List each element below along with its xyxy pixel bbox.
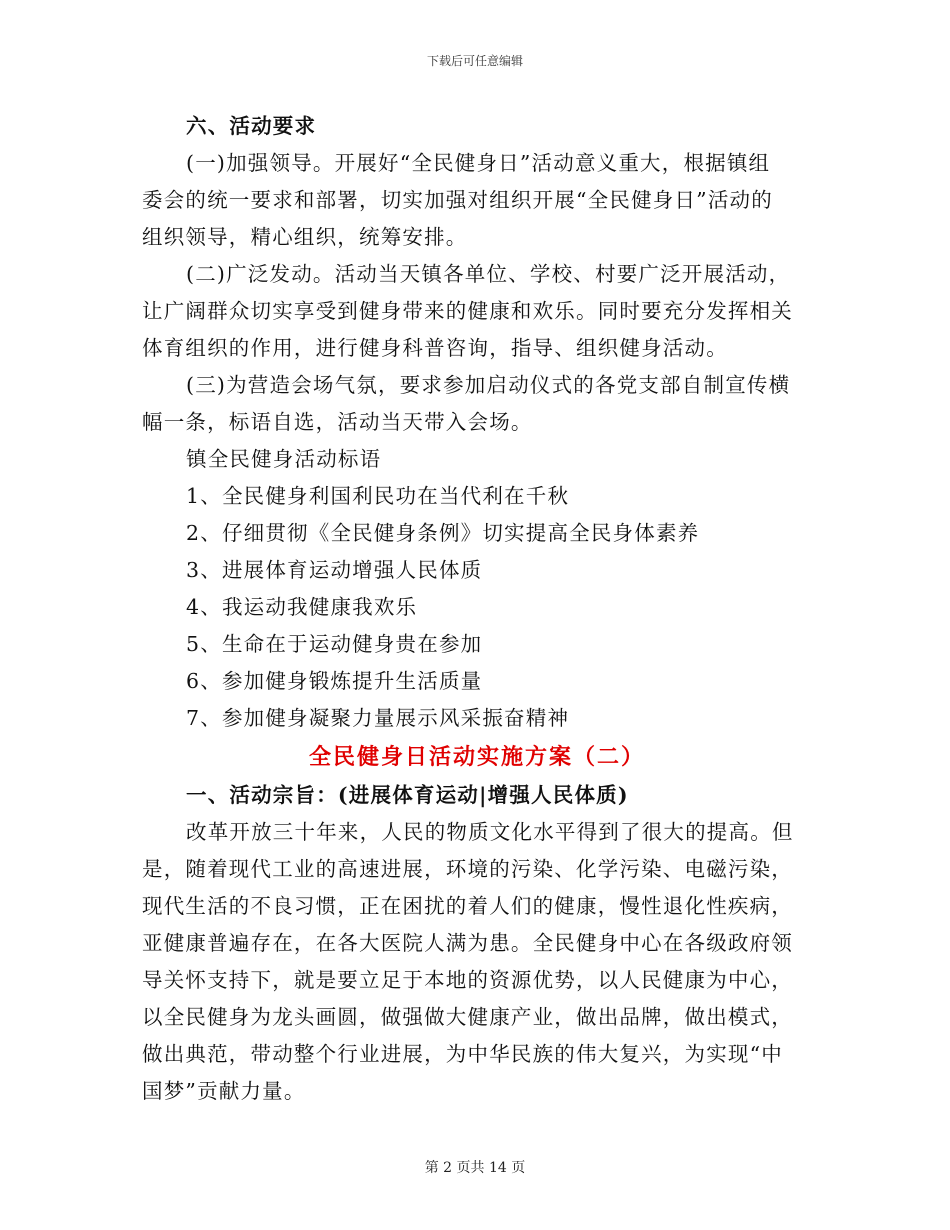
paragraph-line: (三)为营造会场气氛，要求参加启动仪式的各党支部自制宣传横	[186, 373, 791, 397]
paragraph-line: 体育组织的作用，进行健身科普咨询，指导、组织健身活动。	[142, 336, 728, 360]
paragraph-line: 让广阔群众切实享受到健身带来的健康和欢乐。同时要充分发挥相关	[142, 299, 793, 323]
section-heading: 一、活动宗旨：(进展体育运动|增强人民体质)	[186, 783, 629, 807]
slogan-item: 1、全民健身利国利民功在当代利在千秋	[186, 484, 570, 508]
slogan-item: 7、参加健身凝聚力量展示风采振奋精神	[186, 706, 570, 730]
section-heading: 六、活动要求	[186, 114, 317, 138]
paragraph-line: 现代生活的不良习惯，正在困扰的着人们的健康，慢性退化性疾病，	[142, 894, 793, 918]
slogan-item: 2、仔细贯彻《全民健身条例》切实提高全民身体素养	[186, 521, 700, 545]
paragraph-line: 导关怀支持下，就是要立足于本地的资源优势，以人民健康为中心，	[142, 968, 793, 992]
slogan-item: 4、我运动我健康我欢乐	[186, 595, 418, 619]
paragraph-line: 国梦”贡献力量。	[142, 1079, 306, 1103]
slogan-item: 6、参加健身锻炼提升生活质量	[186, 669, 483, 693]
paragraph-line: 亚健康普遍存在，在各大医院人满为患。全民健身中心在各级政府领	[142, 931, 793, 955]
page-header: 下载后可任意编辑	[426, 54, 523, 68]
slogan-item: 3、进展体育运动增强人民体质	[186, 558, 483, 582]
paragraph-line: (一)加强领导。开展好“全民健身日”活动意义重大，根据镇组	[186, 151, 771, 175]
paragraph-line: 做出典范，带动整个行业进展，为中华民族的伟大复兴，为实现“中	[142, 1042, 783, 1066]
plan-title: 全民健身日活动实施方案（二）	[308, 744, 645, 770]
slogans-title: 镇全民健身活动标语	[186, 447, 382, 471]
document-body	[142, 108, 812, 1110]
paragraph-line: 组织领导，精心组织，统筹安排。	[142, 225, 468, 249]
paragraph-line: 以全民健身为龙头画圆，做强做大健康产业，做出品牌，做出模式，	[142, 1005, 793, 1029]
paragraph-line: 是，随着现代工业的高速进展，环境的污染、化学污染、电磁污染，	[142, 857, 793, 881]
paragraph-line: (二)广泛发动。活动当天镇各单位、学校、村要广泛开展活动，	[186, 262, 791, 286]
slogan-item: 5、生命在于运动健身贵在参加	[186, 632, 483, 656]
page-footer: 第 2 页共 14 页	[424, 1160, 526, 1176]
paragraph-line: 改革开放三十年来，人民的物质文化水平得到了很大的提高。但	[186, 820, 794, 844]
paragraph-line: 委会的统一要求和部署，切实加强对组织开展“全民健身日”活动的	[142, 188, 773, 212]
paragraph-line: 幅一条，标语自选，活动当天带入会场。	[142, 410, 533, 434]
